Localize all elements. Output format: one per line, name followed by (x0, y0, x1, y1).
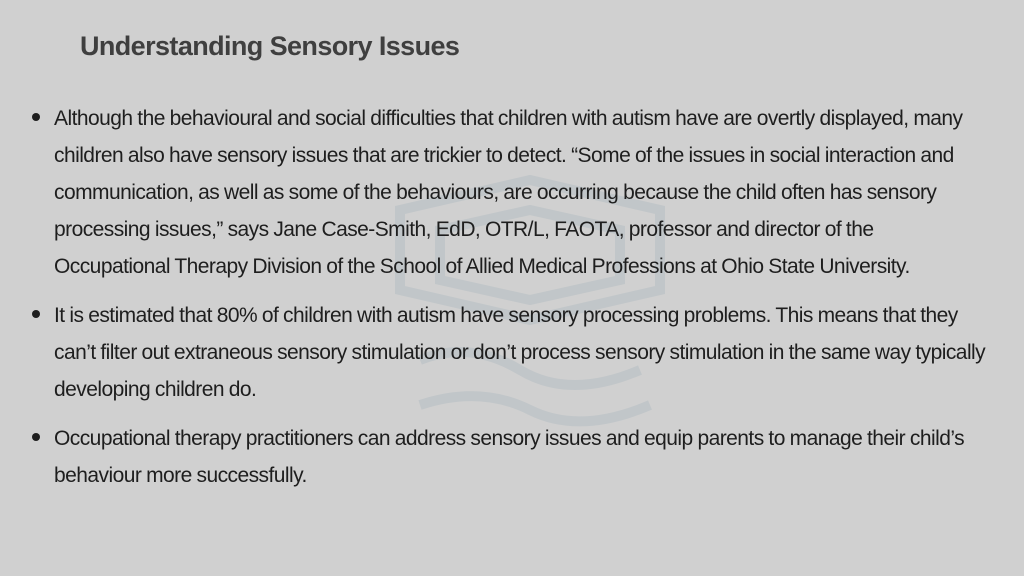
bullet-dot-icon (32, 113, 40, 121)
bullet-item (32, 297, 994, 408)
bullet-text: Occupational therapy practitioners can address sensory issues and equip parents to manage their child’s behaviour more successfully. (54, 427, 965, 487)
slide-title: Understanding Sensory Issues (80, 31, 460, 61)
bullet-item (32, 100, 994, 285)
bullet-text: It is estimated that 80% of children with autism have sensory processing problems. This means that they can’t filter out extraneous sensory stimulation or don’t process sensory stimulation in the same way typically developing children do. (54, 304, 986, 401)
bullet-item (32, 420, 994, 494)
bullet-text: Although the behavioural and social difficulties that children with autism have are overtly displayed, many children also have sensory issues that are trickier to detect. “Some of the issues in social interaction and communication, as well as some of the behaviours, are occurring because the child often has sensory processing issues,” says Jane Case-Smith, EdD, OTR/L, FAOTA, professor and director of the Occupational Therapy Division of the School of Allied Medical Professions at Ohio State University. (54, 107, 963, 278)
bullet-dot-icon (32, 310, 40, 318)
bullet-dot-icon (32, 433, 40, 441)
bullet-list (32, 100, 994, 506)
